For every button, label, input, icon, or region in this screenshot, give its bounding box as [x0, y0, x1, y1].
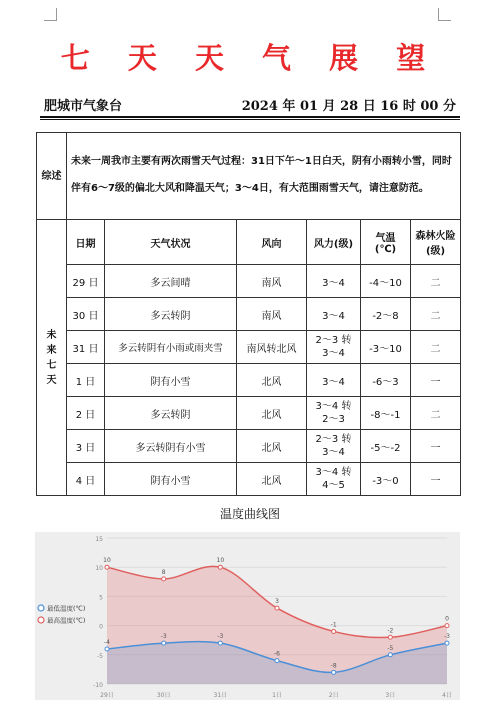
- low-temp-point: [445, 641, 449, 645]
- cell-wind-force: 3～4: [307, 265, 361, 298]
- high-temp-point: [275, 606, 279, 610]
- low-temp-data-label: -3: [444, 633, 450, 641]
- cell-wind-direction: 南风转北风: [237, 331, 307, 364]
- low-temp-data-label: -8: [330, 662, 337, 670]
- cell-wind-direction: 北风: [237, 397, 307, 430]
- cell-fire-risk: 二: [411, 397, 461, 430]
- summary-text: 未来一周我市主要有两次雨雪天气过程：31日下午～1日白天，阴有小雨转小雪，同时伴有6～7级的偏北大风和降温天气；3～4日，有大范围雨雪天气，请注意防范。: [67, 133, 461, 220]
- cell-fire-risk: 一: [411, 430, 461, 463]
- cell-weather: 多云转阴: [105, 397, 237, 430]
- cell-date: 31 日: [67, 331, 105, 364]
- low-temp-point: [218, 641, 222, 645]
- summary-label: 综述: [37, 133, 67, 220]
- cell-date: 3 日: [67, 430, 105, 463]
- x-tick-label: 2日: [328, 692, 339, 699]
- y-tick-label: -5: [97, 652, 103, 660]
- cell-fire-risk: 二: [411, 265, 461, 298]
- high-temp-point: [162, 577, 166, 581]
- cell-wind-force: 3～4: [307, 298, 361, 331]
- x-tick-label: 31日: [213, 692, 228, 699]
- x-tick-label: 29日: [100, 692, 114, 699]
- low-temp-data-label: -6: [274, 650, 280, 658]
- y-tick-label: 0: [99, 623, 103, 631]
- cell-fire-risk: 二: [411, 331, 461, 364]
- table-row: [37, 397, 461, 430]
- y-tick-label: 10: [95, 565, 103, 573]
- column-header-date: 日期: [67, 220, 105, 265]
- low-temp-point: [388, 653, 392, 657]
- forecast-table: [36, 132, 461, 496]
- cell-fire-risk: 一: [411, 463, 461, 496]
- cell-weather: 阴有小雪: [105, 364, 237, 397]
- crop-mark-top-right: [438, 8, 451, 21]
- table-row: [37, 298, 461, 331]
- forecast-label: 未来七天: [37, 220, 67, 496]
- high-temp-point: [388, 635, 392, 639]
- cell-wind-direction: 南风: [237, 298, 307, 331]
- y-tick-label: 15: [95, 536, 103, 543]
- high-temp-point: [332, 629, 336, 633]
- high-temp-data-label: 10: [216, 557, 225, 565]
- issuer: 肥城市气象台: [44, 99, 123, 114]
- table-row: [37, 331, 461, 364]
- high-temp-data-label: -1: [330, 621, 337, 629]
- cell-wind-direction: 南风: [237, 265, 307, 298]
- cell-wind-direction: 北风: [237, 463, 307, 496]
- cell-weather: 多云间晴: [105, 265, 237, 298]
- table-row: [37, 364, 461, 397]
- cell-fire-risk: 二: [411, 298, 461, 331]
- high-temp-data-label: 8: [161, 568, 166, 576]
- header-rule-thick: [40, 116, 460, 118]
- cell-wind-force: 2～3 转 3～4: [307, 331, 361, 364]
- y-tick-label: 5: [99, 594, 103, 602]
- cell-temperature: -8～-1: [361, 397, 411, 430]
- low-temp-point: [332, 670, 336, 674]
- x-tick-label: 4日: [442, 692, 452, 699]
- cell-temperature: -2～8: [361, 298, 411, 331]
- y-tick-label: -10: [93, 682, 103, 689]
- cell-temperature: -3～0: [361, 463, 411, 496]
- legend-marker: [38, 617, 44, 623]
- cell-weather: 阴有小雪: [105, 463, 237, 496]
- legend-label: 最低温度(℃): [47, 604, 86, 613]
- high-temp-point: [445, 624, 449, 628]
- high-temp-data-label: 3: [275, 598, 279, 606]
- cell-date: 29 日: [67, 265, 105, 298]
- cell-fire-risk: 一: [411, 364, 461, 397]
- cell-wind-direction: 北风: [237, 364, 307, 397]
- table-row: [37, 430, 461, 463]
- cell-temperature: -6～3: [361, 364, 411, 397]
- cell-wind-force: 3～4 转 4～5: [307, 463, 361, 496]
- high-temp-point: [105, 565, 109, 569]
- high-temp-data-label: 0: [445, 615, 449, 623]
- column-header-wind-direction: 风向: [237, 220, 307, 265]
- header-rule-thin: [40, 119, 460, 120]
- x-tick-label: 3日: [385, 692, 396, 699]
- legend-label: 最高温度(℃): [47, 616, 86, 625]
- low-temp-data-label: -5: [387, 644, 394, 652]
- cell-date: 4 日: [67, 463, 105, 496]
- low-temp-data-label: -3: [217, 633, 224, 641]
- cell-weather: 多云转阴有小雪: [105, 430, 237, 463]
- low-temp-point: [105, 647, 109, 651]
- column-header-weather: 天气状况: [105, 220, 237, 265]
- cell-wind-force: 2～3 转 3～4: [307, 430, 361, 463]
- chart-title: 温度曲线图: [219, 507, 280, 521]
- cell-date: 2 日: [67, 397, 105, 430]
- x-tick-label: 1日: [272, 692, 282, 699]
- low-temp-point: [275, 659, 279, 663]
- issue-datetime: 2024 年 01 月 28 日 16 时 00 分: [241, 99, 456, 114]
- column-header-temperature: 气温(℃): [361, 220, 411, 265]
- column-header-fire-risk: 森林火险(级): [411, 220, 461, 265]
- cell-wind-direction: 北风: [237, 430, 307, 463]
- cell-temperature: -4～10: [361, 265, 411, 298]
- table-row: [37, 463, 461, 496]
- low-temp-data-label: -3: [160, 633, 167, 641]
- high-temp-point: [218, 565, 222, 569]
- column-header-wind-force: 风力(级): [307, 220, 361, 265]
- cell-date: 30 日: [67, 298, 105, 331]
- table-row: [37, 265, 461, 298]
- cell-temperature: -3～10: [361, 331, 411, 364]
- low-temp-data-label: -4: [104, 638, 110, 646]
- crop-mark-top-left: [44, 8, 57, 21]
- page-title: 七 天 天 气 展 望: [60, 41, 440, 75]
- cell-date: 1 日: [67, 364, 105, 397]
- cell-wind-force: 3～4 转 2～3: [307, 397, 361, 430]
- cell-wind-force: 3～4: [307, 364, 361, 397]
- temperature-chart-svg: [35, 532, 460, 700]
- cell-weather: 多云转阴有小雨或雨夹雪: [105, 331, 237, 364]
- cell-weather: 多云转阴: [105, 298, 237, 331]
- x-tick-label: 30日: [156, 692, 171, 699]
- temperature-chart: [35, 532, 460, 700]
- high-temp-data-label: 10: [103, 557, 111, 565]
- cell-temperature: -5～-2: [361, 430, 411, 463]
- low-temp-point: [162, 641, 166, 645]
- legend-marker: [38, 605, 44, 611]
- high-temp-data-label: -2: [387, 627, 394, 635]
